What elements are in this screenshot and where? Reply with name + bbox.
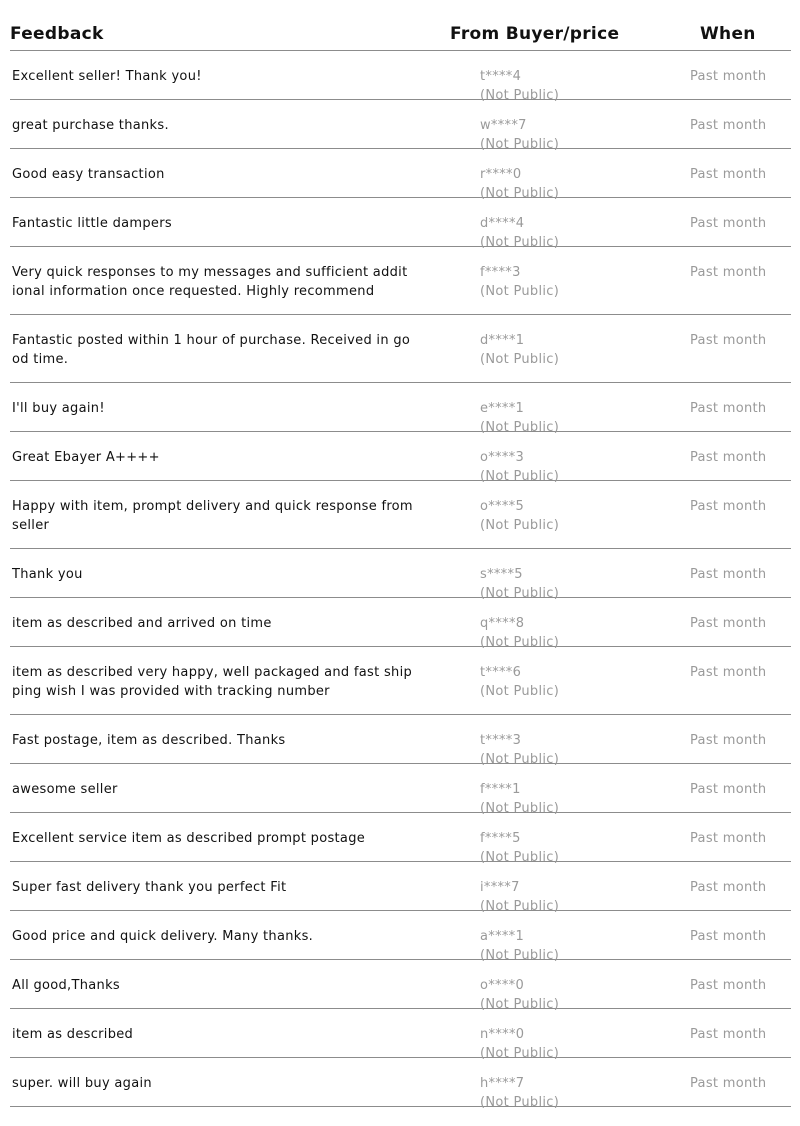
table-row: [10, 911, 791, 963]
feedback-when: Past month: [690, 929, 767, 944]
table-row: [10, 647, 791, 715]
feedback-comment: [12, 565, 417, 584]
feedback-when: Past month: [690, 333, 767, 348]
feedback-comment: [12, 214, 417, 233]
buyer-visibility: (Not Public): [480, 635, 560, 650]
table-row: [10, 1058, 791, 1110]
buyer-visibility: (Not Public): [480, 850, 560, 865]
feedback-comment: [12, 263, 417, 301]
table-row: [10, 813, 791, 865]
buyer-cell: [480, 331, 559, 369]
buyer-visibility: (Not Public): [480, 997, 560, 1012]
feedback-when: Past month: [690, 567, 767, 582]
feedback-comment: [12, 878, 417, 897]
feedback-comment-line: awesome seller: [12, 782, 118, 797]
buyer-id: s****5: [480, 567, 523, 582]
feedback-when: Past month: [690, 265, 767, 280]
buyer-id: h****7: [480, 1076, 525, 1091]
buyer-visibility: (Not Public): [480, 420, 560, 435]
feedback-comment-line: ping wish I was provided with tracking number: [12, 684, 330, 699]
buyer-id: o****0: [480, 978, 525, 993]
buyer-id: r****0: [480, 167, 522, 182]
feedback-comment-line: All good,Thanks: [12, 978, 120, 993]
feedback-comment-line: seller: [12, 518, 50, 533]
buyer-visibility: (Not Public): [480, 899, 560, 914]
feedback-comment: [12, 331, 417, 369]
buyer-id: f****1: [480, 782, 521, 797]
feedback-when: Past month: [690, 69, 767, 84]
feedback-comment-line: item as described and arrived on time: [12, 616, 272, 631]
buyer-visibility: (Not Public): [480, 586, 560, 601]
buyer-cell: [480, 1074, 559, 1112]
table-row: [10, 715, 791, 767]
table-row: [10, 764, 791, 816]
table-row: [10, 481, 791, 549]
feedback-when: Past month: [690, 118, 767, 133]
buyer-visibility: (Not Public): [480, 186, 560, 201]
feedback-when: Past month: [690, 782, 767, 797]
buyer-visibility: (Not Public): [480, 88, 560, 103]
buyer-visibility: (Not Public): [480, 352, 560, 367]
table-row: [10, 51, 791, 103]
feedback-comment: [12, 614, 417, 633]
table-row: [10, 432, 791, 484]
feedback-comment: [12, 731, 417, 750]
buyer-id: w****7: [480, 118, 527, 133]
feedback-comment: [12, 116, 417, 135]
buyer-id: i****7: [480, 880, 520, 895]
buyer-visibility: (Not Public): [480, 684, 560, 699]
table-row: [10, 960, 791, 1012]
table-row: [10, 549, 791, 601]
feedback-comment: [12, 1025, 417, 1044]
feedback-when: Past month: [690, 665, 767, 680]
buyer-visibility: (Not Public): [480, 801, 560, 816]
buyer-id: e****1: [480, 401, 525, 416]
table-row: [10, 598, 791, 650]
table-row: [10, 383, 791, 435]
feedback-when: Past month: [690, 1076, 767, 1091]
feedback-comment-line: I'll buy again!: [12, 401, 105, 416]
feedback-comment-line: Super fast delivery thank you perfect Fit: [12, 880, 287, 895]
feedback-when: Past month: [690, 616, 767, 631]
feedback-comment-line: Thank you: [12, 567, 83, 582]
feedback-column-header: Feedback: [10, 24, 104, 44]
feedback-comment-line: ional information once requested. Highly recommend: [12, 284, 375, 299]
feedback-comment: [12, 927, 417, 946]
buyer-id: t****3: [480, 733, 522, 748]
feedback-comment-line: Fast postage, item as described. Thanks: [12, 733, 286, 748]
buyer-visibility: (Not Public): [480, 1046, 560, 1061]
feedback-when: Past month: [690, 880, 767, 895]
feedback-comment-line: Great Ebayer A++++: [12, 450, 160, 465]
buyer-id: f****3: [480, 265, 521, 280]
feedback-comment: [12, 165, 417, 184]
feedback-comment: [12, 829, 417, 848]
buyer-id: t****4: [480, 69, 522, 84]
feedback-when: Past month: [690, 450, 767, 465]
feedback-comment: [12, 497, 417, 535]
buyer-id: o****3: [480, 450, 525, 465]
feedback-when: Past month: [690, 167, 767, 182]
table-row: [10, 1009, 791, 1061]
buyer-visibility: (Not Public): [480, 1095, 560, 1110]
buyer-id: o****5: [480, 499, 525, 514]
feedback-when: Past month: [690, 978, 767, 993]
feedback-when: Past month: [690, 1027, 767, 1042]
buyer-id: a****1: [480, 929, 525, 944]
feedback-when: Past month: [690, 733, 767, 748]
feedback-rows: [10, 51, 791, 1110]
buyer-visibility: (Not Public): [480, 469, 560, 484]
table-header: [10, 16, 791, 51]
feedback-when: Past month: [690, 831, 767, 846]
feedback-comment-line: od time.: [12, 352, 69, 367]
feedback-comment: [12, 976, 417, 995]
table-row: [10, 198, 791, 250]
feedback-comment-line: Good easy transaction: [12, 167, 165, 182]
buyer-id: d****4: [480, 216, 525, 231]
buyer-id: f****5: [480, 831, 521, 846]
feedback-comment-line: super. will buy again: [12, 1076, 152, 1091]
buyer-visibility: (Not Public): [480, 518, 560, 533]
buyer-id: n****0: [480, 1027, 525, 1042]
feedback-when: Past month: [690, 499, 767, 514]
feedback-comment-line: Fantastic posted within 1 hour of purchase. Received in go: [12, 333, 411, 348]
when-column-header: When: [700, 24, 756, 44]
feedback-comment-line: Very quick responses to my messages and sufficient addit: [12, 265, 408, 280]
feedback-comment-line: Fantastic little dampers: [12, 216, 172, 231]
table-row: [10, 247, 791, 315]
buyer-visibility: (Not Public): [480, 752, 560, 767]
buyer-cell: [480, 497, 559, 535]
feedback-comment-line: great purchase thanks.: [12, 118, 169, 133]
table-row: [10, 862, 791, 914]
buyer-visibility: (Not Public): [480, 284, 560, 299]
feedback-comment-line: Excellent service item as described prompt postage: [12, 831, 366, 846]
feedback-comment: [12, 399, 417, 418]
feedback-comment-line: item as described very happy, well packaged and fast ship: [12, 665, 413, 680]
buyer-id: d****1: [480, 333, 525, 348]
feedback-comment-line: Happy with item, prompt delivery and quick response from: [12, 499, 413, 514]
feedback-when: Past month: [690, 216, 767, 231]
feedback-comment-line: item as described: [12, 1027, 134, 1042]
feedback-comment: [12, 448, 417, 467]
feedback-comment: [12, 1074, 417, 1093]
table-row: [10, 149, 791, 201]
buyer-cell: [480, 663, 559, 701]
buyer-cell: [480, 263, 559, 301]
buyer-column-header: From Buyer/price: [450, 24, 620, 44]
feedback-comment: [12, 663, 417, 701]
feedback-comment: [12, 67, 417, 86]
buyer-visibility: (Not Public): [480, 948, 560, 963]
buyer-visibility: (Not Public): [480, 235, 560, 250]
table-row: [10, 100, 791, 152]
feedback-when: Past month: [690, 401, 767, 416]
feedback-comment-line: Good price and quick delivery. Many thanks.: [12, 929, 314, 944]
feedback-table: [10, 16, 791, 1110]
buyer-visibility: (Not Public): [480, 137, 560, 152]
buyer-id: t****6: [480, 665, 522, 680]
feedback-comment-line: Excellent seller! Thank you!: [12, 69, 202, 84]
table-row: [10, 315, 791, 383]
buyer-id: q****8: [480, 616, 525, 631]
feedback-comment: [12, 780, 417, 799]
